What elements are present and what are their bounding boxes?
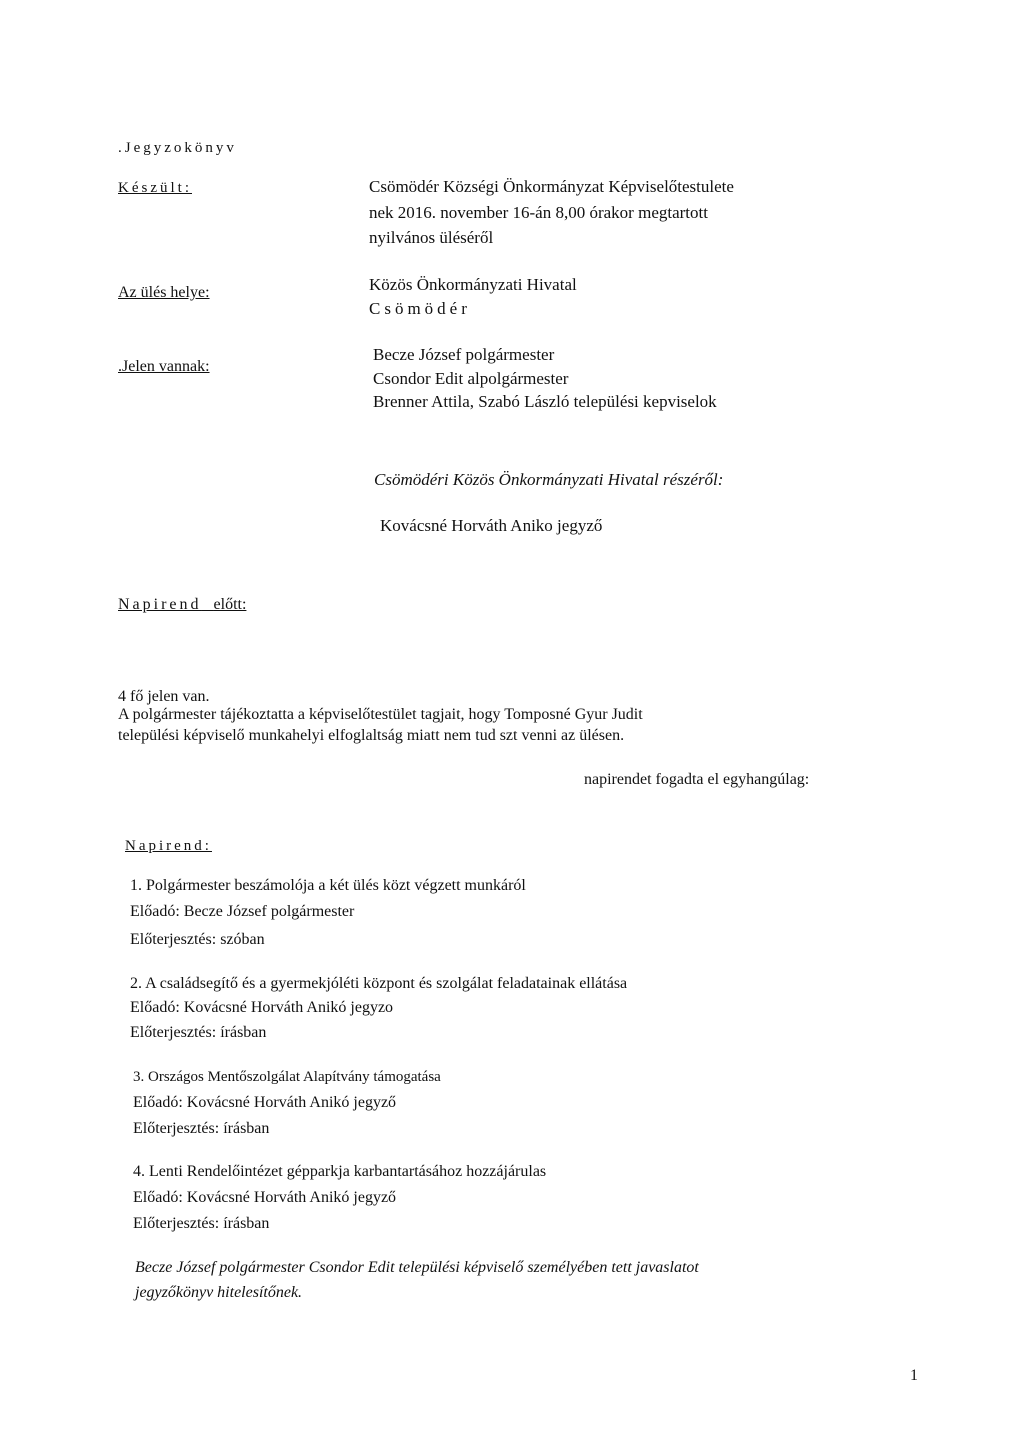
certifier-note-line-1: Becze József polgármester Csondor Edit települési képviselő személyében tett javaslatot [135, 1259, 699, 1276]
meeting-place-line-1: Közös Önkormányzati Hivatal [369, 275, 577, 294]
keszult-line-2: nek 2016. november 16-án 8,00 órakor megtartott [369, 203, 708, 222]
agenda-item-submission: Előterjesztés: írásban [133, 1120, 270, 1137]
agenda-item-submission: Előterjesztés: írásban [133, 1215, 270, 1232]
certifier-note-line-2: jegyzőkönyv hitelesítőnek. [135, 1284, 303, 1301]
attendee-line-3: Brenner Attila, Szabó László települési kepviselok [373, 392, 717, 411]
attendee-line-1: Becze József polgármester [373, 345, 555, 364]
meeting-place-line-2: Csömödér [369, 299, 471, 318]
pre-agenda-heading [118, 597, 246, 613]
pre-agenda-heading-a: Napirend [118, 596, 202, 613]
attendees-label: .Jelen vannak: [118, 358, 210, 375]
pre-agenda-heading-b: előtt: [213, 596, 247, 613]
agenda-item-presenter: Előadó: Kovácsné Horváth Anikó jegyző [133, 1094, 397, 1111]
meeting-place-label: Az ülés helye: [118, 284, 210, 301]
document-title: .Jegyzokönyv [118, 140, 237, 156]
agenda-item-presenter: Előadó: Kovácsné Horváth Anikó jegyzo [130, 999, 394, 1016]
agenda-item-presenter: Előadó: Kovácsné Horváth Anikó jegyző [133, 1189, 397, 1206]
agenda-item-submission: Előterjesztés: írásban [130, 1024, 267, 1041]
keszult-label: Készült: [118, 180, 192, 196]
agenda-item-presenter: Előadó: Becze József polgármester [130, 903, 355, 920]
office-heading: Csömödéri Közös Önkormányzati Hivatal részéről: [374, 470, 724, 489]
page-number: 1 [910, 1367, 918, 1384]
agenda-item-title: 1. Polgármester beszámolója a két ülés közt végzett munkáról [130, 877, 526, 894]
agenda-heading: Napirend: [125, 838, 212, 854]
office-person: Kovácsné Horváth Aniko jegyző [380, 516, 603, 535]
pre-agenda-line-2: települési képviselő munkahelyi elfoglaltság miatt nem tud szt venni az ülésen. [118, 727, 625, 744]
agenda-item-title: 4. Lenti Rendelőintézet gépparkja karbantartásához hozzájárulas [133, 1163, 547, 1180]
present-count: 4 fő jelen van. [118, 688, 210, 705]
pre-agenda-line-1: A polgármester tájékoztatta a képviselőtestület tagjait, hogy Tomposné Gyur Judit [118, 706, 643, 723]
agenda-accepted: napirendet fogadta el egyhangúlag: [584, 771, 810, 788]
agenda-item-submission: Előterjesztés: szóban [130, 931, 265, 948]
attendee-line-2: Csondor Edit alpolgármester [373, 369, 569, 388]
keszult-line-1: Csömödér Községi Önkormányzat Képviselőtestulete [369, 177, 734, 196]
agenda-item-title: 2. A családsegítő és a gyermekjóléti központ és szolgálat feladatainak ellátása [130, 975, 628, 992]
keszult-line-3: nyilvános üléséről [369, 228, 494, 247]
agenda-item-title: 3. Országos Mentőszolgálat Alapítvány támogatása [133, 1069, 441, 1085]
